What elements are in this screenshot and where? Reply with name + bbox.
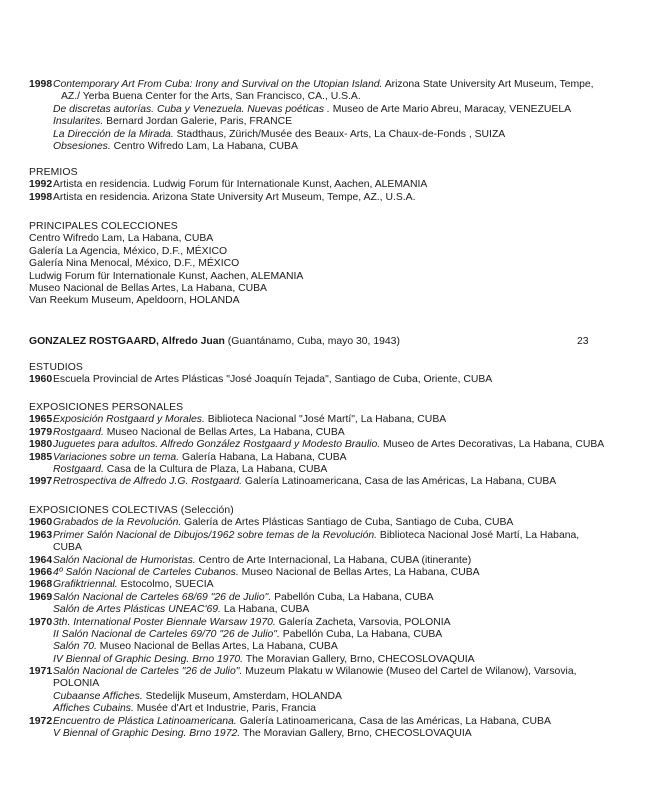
exhibition-venue: Galería Zacheta, Varsovia, POLONIA bbox=[275, 616, 451, 628]
exhibition-venue: Musée d'Art et Industrie, Paris, Francia bbox=[133, 703, 317, 715]
entry-line bbox=[29, 641, 654, 653]
exhibition-venue: Centro de Arte Internacional, La Habana, CUBA (itinerante) bbox=[195, 554, 472, 566]
exhibition-title: Rostgaard. bbox=[53, 426, 104, 438]
entry-year: 1960 bbox=[29, 374, 53, 386]
exhibition-title: Variaciones sobre un tema. bbox=[53, 451, 180, 463]
exhibition-title: Salón Nacional de Carteles "26 de Julio". bbox=[53, 666, 243, 678]
entry-year: 1972 bbox=[29, 715, 53, 727]
section-heading: EXPOSICIONES PERSONALES bbox=[29, 402, 184, 413]
entry-line bbox=[29, 530, 654, 542]
entry-year: 1964 bbox=[29, 554, 53, 566]
exhibition-venue: Museo de Arte Mario Abreu, Maracay, VENEZUELA bbox=[329, 103, 572, 115]
exhibition-title: V Biennal of Graphic Desing. Brno 1972. bbox=[53, 728, 241, 740]
exhibition-title: 3th. International Poster Biennale Warsaw 1970. bbox=[53, 616, 276, 628]
page-number: 23 bbox=[577, 336, 589, 347]
exhibition-title: Salón Nacional de Carteles 68/69 "26 de Julio". bbox=[53, 591, 272, 603]
entry-year: 1980 bbox=[29, 439, 53, 451]
entry-line bbox=[29, 116, 654, 128]
collection-item: Van Reekum Museum, Apeldoorn, HOLANDA bbox=[29, 295, 240, 307]
exhibition-title: La Dirección de la Mirada. bbox=[53, 128, 174, 140]
artist-header bbox=[29, 336, 400, 348]
exhibition-title: Salón 70. bbox=[53, 641, 97, 653]
exhibition-venue: Arizona State University Art Museum, Tempe, bbox=[382, 79, 594, 90]
exhibition-venue: Biblioteca Nacional "José Martí", La Habana, CUBA bbox=[204, 414, 447, 426]
section-heading: PREMIOS bbox=[29, 167, 78, 178]
artist-birth-info: (Guantánamo, Cuba, mayo 30, 1943) bbox=[224, 336, 400, 347]
exhibition-venue: Museo Nacional de Bellas Artes, La Habana, CUBA bbox=[96, 641, 338, 653]
exhibition-title: Insularites. bbox=[53, 116, 104, 128]
entry-line bbox=[29, 666, 654, 678]
entry-line bbox=[29, 678, 654, 690]
entry-year: 1992 bbox=[29, 179, 53, 191]
exhibition-venue: Museo de Artes Decorativas, La Habana, CUBA bbox=[380, 439, 605, 451]
exhibition-venue: Biblioteca Nacional José Martí, La Habana, bbox=[377, 529, 580, 541]
entry-line bbox=[29, 464, 654, 476]
section-heading: EXPOSICIONES COLECTIVAS (Selección) bbox=[29, 505, 234, 516]
entry-text: Artista en residencia. Ludwig Forum für Internationale Kunst, Aachen, ALEMANIA bbox=[53, 179, 428, 191]
entry-line bbox=[29, 517, 654, 529]
entry-line bbox=[29, 192, 654, 204]
entry-line bbox=[29, 555, 654, 567]
entry-year: 1985 bbox=[29, 451, 53, 463]
entry-line bbox=[29, 427, 654, 439]
entry-line bbox=[29, 604, 654, 616]
entry-line bbox=[29, 452, 654, 464]
entry-line bbox=[29, 141, 654, 153]
exhibition-title: Rostgaard. bbox=[53, 463, 104, 475]
exhibition-venue: Stadthaus, Zürich/Musée des Beaux- Arts, La Chaux-de-Fonds , SUIZA bbox=[173, 128, 506, 140]
exhibition-venue: Pabellón Cuba, La Habana, CUBA bbox=[271, 591, 434, 603]
entry-line bbox=[29, 179, 654, 191]
exhibitions-1998-block bbox=[29, 79, 654, 153]
entry-line bbox=[29, 374, 654, 386]
exhibition-venue: The Moravian Gallery, Brno, CHECOSLOVAQUIA bbox=[243, 653, 475, 665]
entry-year: 1970 bbox=[29, 616, 53, 628]
entry-line bbox=[29, 728, 654, 740]
exhibition-venue: Museo Nacional de Bellas Artes, La Habana, CUBA bbox=[238, 566, 480, 578]
exhibition-venue: Galería Latinoamericana, Casa de las Américas, La Habana, CUBA bbox=[242, 476, 557, 488]
exhibition-venue: The Moravian Gallery, Brno, CHECOSLOVAQUIA bbox=[240, 728, 472, 740]
entry-line bbox=[29, 129, 654, 141]
exhibition-venue: Pabellón Cuba, La Habana, CUBA bbox=[279, 628, 443, 640]
artist-name: GONZALEZ ROSTGAARD, Alfredo Juan bbox=[29, 336, 225, 347]
entry-year: 1997 bbox=[29, 476, 53, 488]
exhibition-title: Juguetes para adultos. Alfredo González Rostgaard y Modesto Braulio. bbox=[53, 439, 381, 451]
exhibition-title: Encuentro de Plástica Latinoamericana. bbox=[53, 715, 237, 727]
collection-item: Ludwig Forum für Internationale Kunst, Aachen, ALEMANIA bbox=[29, 270, 304, 282]
exhibition-venue: Centro Wifredo Lam, La Habana, CUBA bbox=[110, 140, 298, 152]
personales-section bbox=[29, 402, 654, 489]
exhibition-venue: Galería Habana, La Habana, CUBA bbox=[179, 451, 347, 463]
entry-line bbox=[29, 703, 654, 715]
estudios-section bbox=[29, 362, 654, 387]
entry-line bbox=[29, 629, 654, 641]
exhibition-venue: Estocolmo, SUECIA bbox=[117, 579, 214, 591]
entry-year: 1998 bbox=[29, 79, 53, 90]
exhibition-title: Obsesiones. bbox=[53, 140, 111, 152]
exhibition-title: Grabados de la Revolución. bbox=[53, 517, 182, 529]
entry-line bbox=[29, 617, 654, 629]
exhibition-venue: La Habana, CUBA bbox=[220, 604, 310, 616]
exhibition-venue: Casa de la Cultura de Plaza, La Habana, CUBA bbox=[103, 463, 328, 475]
exhibition-title: De discretas autorías. Cuba y Venezuela. Nuevas poéticas . bbox=[53, 103, 330, 115]
exhibition-title: Salón Nacional de Humoristas. bbox=[53, 554, 196, 566]
collection-item: Centro Wifredo Lam, La Habana, CUBA bbox=[29, 233, 214, 245]
section-heading: PRINCIPALES COLECCIONES bbox=[29, 221, 178, 232]
entry-line bbox=[29, 414, 654, 426]
entry-line bbox=[29, 91, 654, 103]
exhibition-venue: Galería de Artes Plásticas Santiago de Cuba, Santiago de Cuba, CUBA bbox=[181, 517, 514, 529]
entry-year: 1969 bbox=[29, 591, 53, 603]
entry-line bbox=[29, 691, 654, 703]
entry-text: Escuela Provincial de Artes Plásticas "José Joaquín Tejada", Santiago de Cuba, Oriente, CUBA bbox=[53, 374, 493, 386]
entry-line bbox=[29, 439, 654, 451]
entry-line bbox=[29, 654, 654, 666]
exhibition-venue: Galería Latinoamericana, Casa de las Américas, La Habana, CUBA bbox=[236, 715, 551, 727]
exhibition-title: Primer Salón Nacional de Dibujos/1962 sobre temas de la Revolución. bbox=[53, 529, 378, 541]
collection-item: Galería Nina Menocal, México, D.F., MÉXICO bbox=[29, 258, 240, 270]
exhibition-venue: Museo Nacional de Bellas Artes, La Habana, CUBA bbox=[103, 426, 345, 438]
colecciones-section bbox=[29, 221, 654, 308]
exhibition-venue: Bernard Jordan Galerie, Paris, FRANCE bbox=[103, 116, 293, 128]
premios-section bbox=[29, 167, 654, 204]
exhibition-title: Salón de Artes Plásticas UNEAC'69. bbox=[53, 604, 221, 616]
exhibition-title: Exposición Rostgaard y Morales. bbox=[53, 414, 205, 426]
entry-year: 1966 bbox=[29, 566, 53, 578]
entry-year: 1968 bbox=[29, 579, 53, 591]
collection-item: Museo Nacional de Bellas Artes, La Habana, CUBA bbox=[29, 282, 267, 294]
exhibition-venue: POLONIA bbox=[53, 678, 100, 690]
entry-year: 1960 bbox=[29, 517, 53, 529]
entry-year: 1979 bbox=[29, 426, 53, 438]
entry-year: 1971 bbox=[29, 666, 53, 678]
exhibition-title: Grafiktriennal. bbox=[53, 579, 118, 591]
exhibition-title: Cubaanse Affiches. bbox=[53, 690, 143, 702]
collection-item: Galería La Agencia, México, D.F., MÉXICO bbox=[29, 245, 228, 257]
exhibition-title: Contemporary Art From Cuba: Irony and Survival on the Utopian Island. bbox=[53, 79, 383, 90]
entry-line bbox=[29, 104, 654, 116]
exhibition-venue: CUBA bbox=[53, 542, 82, 554]
entry-text: Artista en residencia. Arizona State University Art Museum, Tempe, AZ., U.S.A. bbox=[53, 191, 416, 203]
exhibition-title: IV Biennal of Graphic Desing. Brno 1970. bbox=[53, 653, 244, 665]
entry-line bbox=[29, 716, 654, 728]
exhibition-venue: AZ./ Yerba Buena Center for the Arts, San Francisco, CA., U.S.A. bbox=[61, 91, 361, 103]
exhibition-title: Affiches Cubains. bbox=[53, 703, 134, 715]
entry-line bbox=[29, 567, 654, 579]
colectivas-section bbox=[29, 505, 654, 740]
entry-line bbox=[29, 592, 654, 604]
entry-line bbox=[29, 79, 654, 91]
entry-line bbox=[29, 476, 654, 488]
entry-year: 1965 bbox=[29, 414, 53, 426]
exhibition-title: 4º Salón Nacional de Carteles Cubanos. bbox=[53, 566, 239, 578]
section-heading: ESTUDIOS bbox=[29, 362, 83, 373]
exhibition-venue: Muzeum Plakatu w Wilanowie (Museo del Cartel de Wilanow), Varsovia, bbox=[242, 666, 577, 678]
exhibition-venue: Stedelijk Museum, Amsterdam, HOLANDA bbox=[142, 690, 342, 702]
exhibition-title: II Salón Nacional de Carteles 69/70 "26 de Julio". bbox=[53, 628, 280, 640]
entry-year: 1963 bbox=[29, 529, 53, 541]
entry-line bbox=[29, 542, 654, 554]
exhibition-title: Retrospectiva de Alfredo J.G. Rostgaard. bbox=[53, 476, 243, 488]
entry-year: 1998 bbox=[29, 191, 53, 203]
entry-line bbox=[29, 579, 654, 591]
